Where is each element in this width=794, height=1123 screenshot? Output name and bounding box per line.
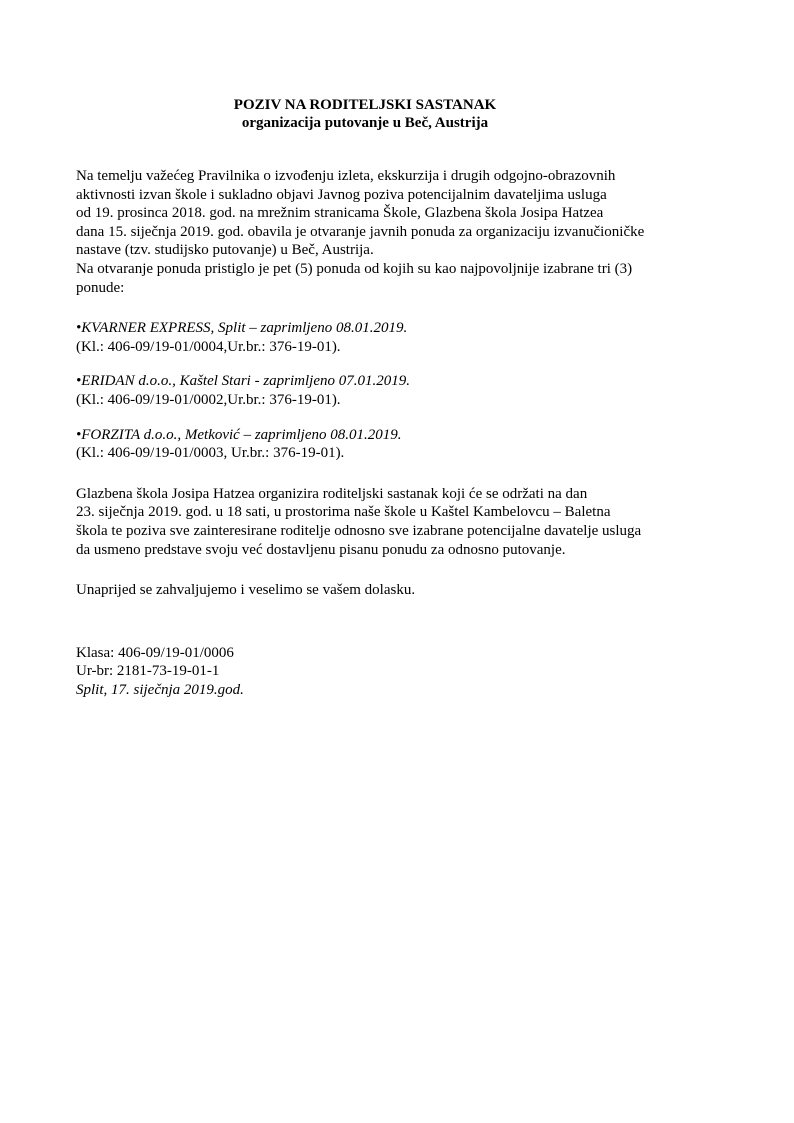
intro-line: dana 15. siječnja 2019. god. obavila je otvaranje javnih ponuda za organizaciju izvanučioničke: [76, 223, 645, 240]
offer-reference: (Kl.: 406-09/19-01/0004,Ur.br.: 376-19-01).: [76, 338, 341, 355]
place-date: Split, 17. siječnja 2019.god.: [76, 681, 244, 698]
meeting-line: 23. siječnja 2019. god. u 18 sati, u prostorima naše škole u Kaštel Kambelovcu – Baletna: [76, 504, 611, 521]
klasa-number: Klasa: 406-09/19-01/0006: [76, 644, 234, 661]
offer-item: [76, 372, 716, 409]
meeting-line: Glazbena škola Josipa Hatzea organizira roditeljski sastanak koji će se održati na dan: [76, 485, 588, 502]
footer-block: [76, 644, 716, 700]
offer-name: •KVARNER EXPRESS, Split – zaprimljeno 08.01.2019.: [76, 320, 408, 337]
intro-paragraph: [76, 167, 716, 297]
intro-line: nastave (tzv. studijsko putovanje) u Beč, Austrija.: [76, 242, 374, 259]
offer-name: •ERIDAN d.o.o., Kaštel Stari - zaprimljeno 07.01.2019.: [76, 373, 410, 390]
intro-line: od 19. prosinca 2018. god. na mrežnim stranicama Škole, Glazbena škola Josipa Hatzea: [76, 205, 604, 222]
offer-name: •FORZITA d.o.o., Metković – zaprimljeno 08.01.2019.: [76, 426, 402, 443]
intro-line: aktivnosti izvan škole i sukladno objavi Javnog poziva potencijalnim davateljima usluga: [76, 186, 607, 203]
title-block: [200, 96, 530, 132]
urbroj-number: Ur-br: 2181-73-19-01-1: [76, 663, 220, 680]
meeting-paragraph: [76, 485, 716, 559]
offer-reference: (Kl.: 406-09/19-01/0002,Ur.br.: 376-19-01).: [76, 391, 341, 408]
intro-line: Na temelju važećeg Pravilnika o izvođenju izleta, ekskurzija i drugih odgojno-obrazovnih: [76, 168, 616, 184]
intro-line: Na otvaranje ponuda pristiglo je pet (5) ponuda od kojih su kao najpovoljnije izabrane tri (3): [76, 260, 633, 277]
document-title: POZIV NA RODITELJSKI SASTANAK: [233, 97, 497, 113]
meeting-line: škola te poziva sve zainteresirane roditelje odnosno sve izabrane potencijalne davatelje usluga: [76, 522, 642, 539]
offer-item: [76, 319, 716, 356]
closing-sentence: Unaprijed se zahvaljujemo i veselimo se vašem dolasku.: [76, 582, 416, 599]
document-subtitle: organizacija putovanje u Beč, Austrija: [241, 115, 489, 131]
document-body: [76, 167, 716, 699]
intro-line: ponude:: [76, 279, 125, 296]
offer-reference: (Kl.: 406-09/19-01/0003, Ur.br.: 376-19-01).: [76, 445, 345, 462]
meeting-line: da usmeno predstave svoju već dostavljenu pisanu ponudu za odnosno putovanje.: [76, 541, 566, 558]
offer-item: [76, 426, 716, 463]
